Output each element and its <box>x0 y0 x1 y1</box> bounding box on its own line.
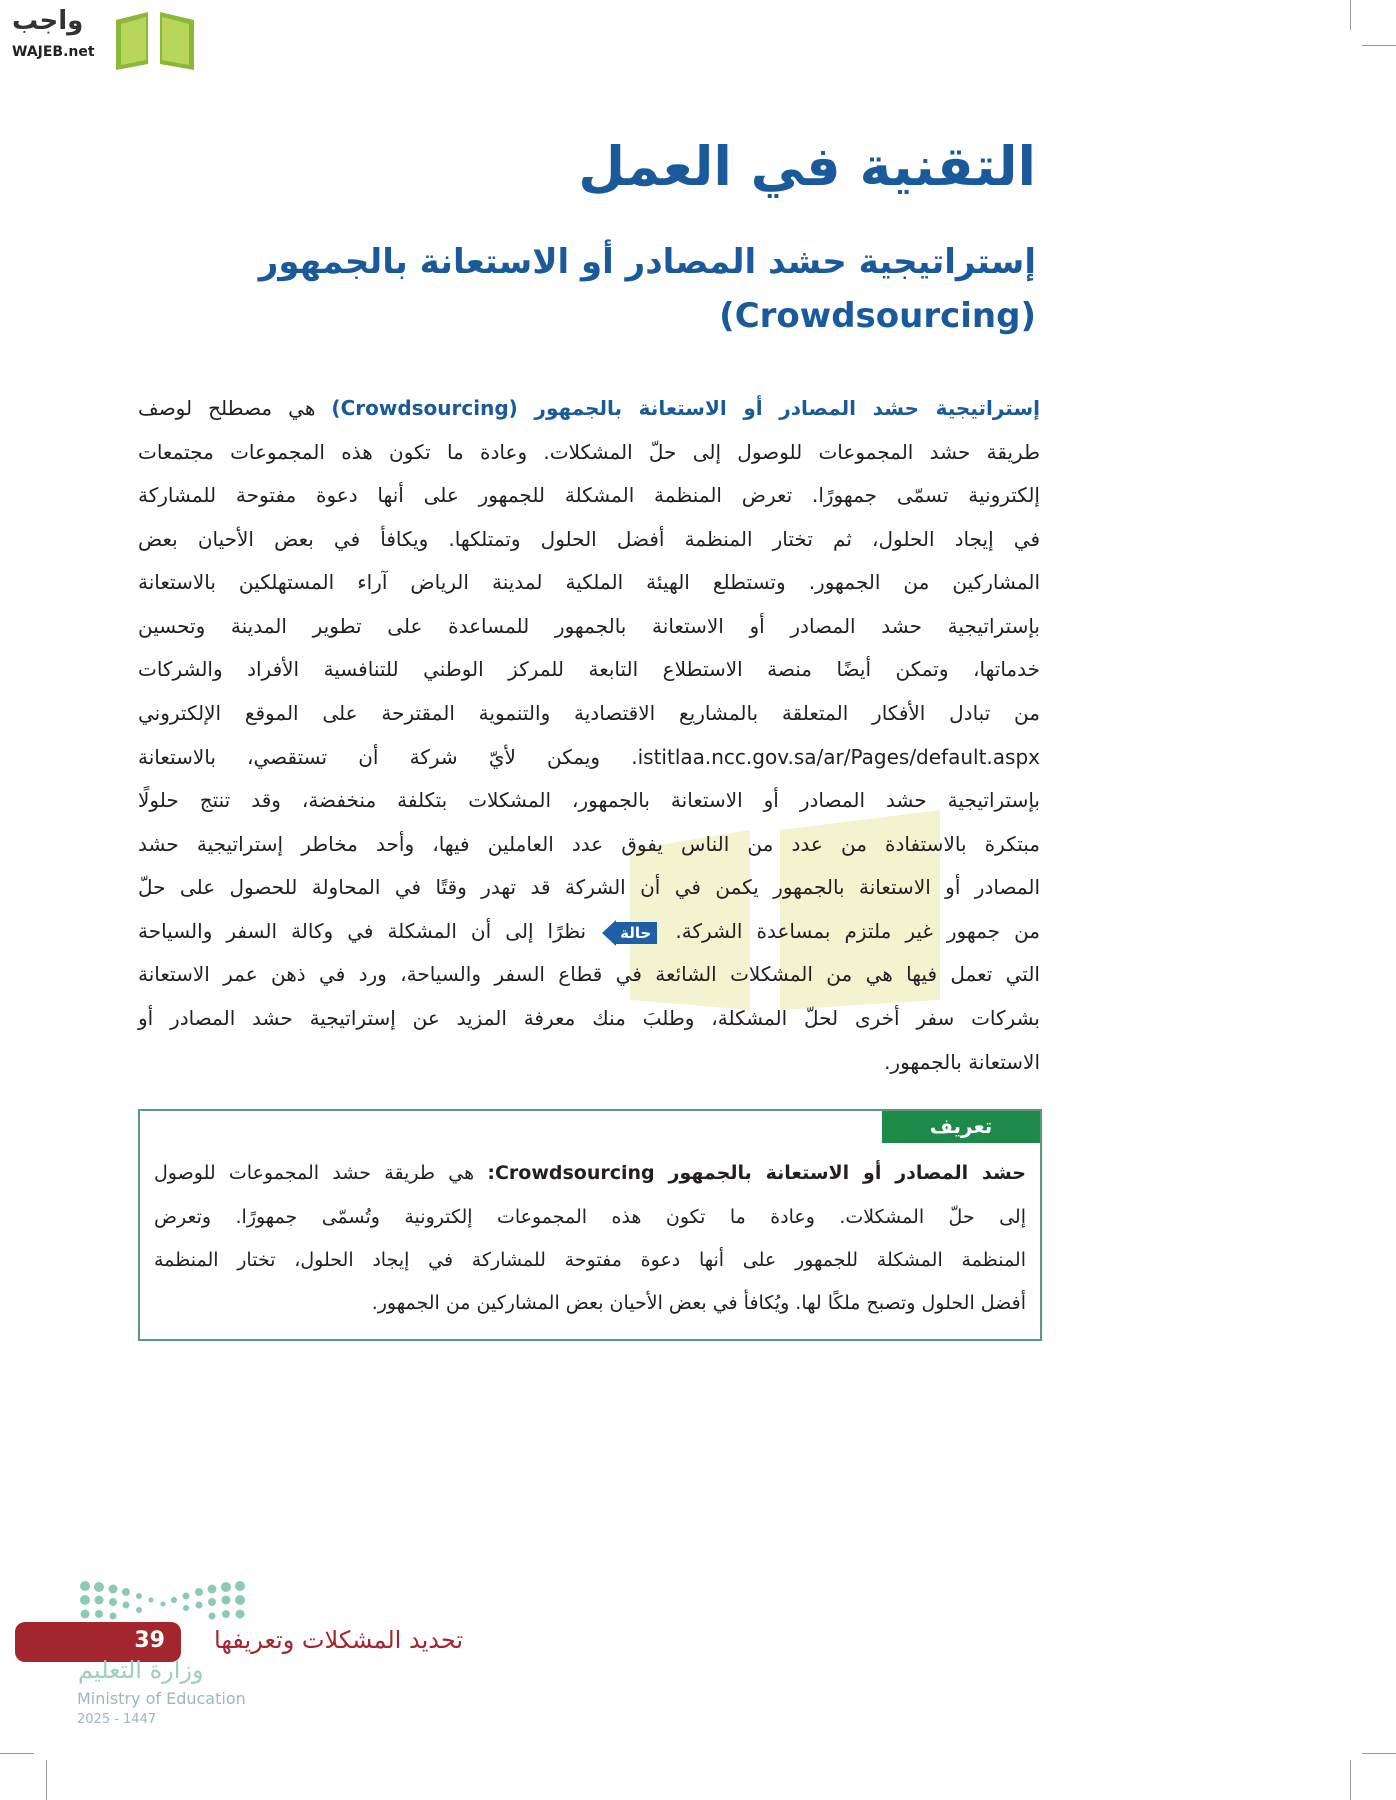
crop-mark <box>1350 1760 1351 1800</box>
paragraph-line: بإستراتيجية حشد المصادر أو الاستعانة بالجمهور، المشكلات بتكلفة منخفضة، وقد تنتج حلولًا <box>138 788 1040 812</box>
paragraph-line: مبتكرة بالاستفادة من عدد من الناس يفوق عدد العاملين فيها، وأحد مخاطر إستراتيجية حشد <box>138 832 1040 856</box>
paragraph-line: بشركات سفر أخرى لحلّ المشكلة، وطلبَ منك معرفة المزيد عن إستراتيجية حشد المصادر أو <box>138 1006 1040 1030</box>
definition-tab: تعريف <box>882 1111 1040 1143</box>
crop-mark <box>1362 1753 1396 1754</box>
ministry-logo-dots <box>75 1578 250 1628</box>
crop-mark <box>0 1753 34 1754</box>
paragraph-line: في إيجاد الحلول، ثم تختار المنظمة أفضل الحلول وتمتلكها. ويكافأ في بعض الأحيان بعض <box>138 527 1040 551</box>
edition-year: 2025 - 1447 <box>77 1712 157 1727</box>
paragraph-line: بإستراتيجية حشد المصادر أو الاستعانة بالجمهور للمساعدة على تطوير المدينة وتحسين <box>138 614 1040 638</box>
chapter-title: تحديد المشكلات وتعريفها <box>214 1626 464 1654</box>
paragraph-line: المصادر أو الاستعانة بالجمهور يكمن في أن الشركة قد تهدر وقتًا في المحاولة للحصول على حلّ <box>138 875 1040 899</box>
paragraph-line: من تبادل الأفكار المتعلقة بالمشاريع الاقتصادية والتنموية المقترحة على الموقع الإلكتروني <box>138 701 1040 725</box>
paragraph-line: المشاركين من الجمهور. وتستطلع الهيئة الملكية لمدينة الرياض آراء المستهلكين بالاستعانة <box>138 570 1040 594</box>
term-highlight: إستراتيجية حشد المصادر أو الاستعانة بالجمهور (Crowdsourcing) <box>331 396 1040 420</box>
definition-line: المنظمة المشكلة للجمهور على أنها دعوة مفتوحة للمشاركة في إيجاد الحلول، تختار المنظمة <box>154 1249 1026 1271</box>
definition-line: أفضل الحلول وتصبح ملكًا لها. ويُكافأ في بعض الأحيان بعض المشاركين من الجمهور. <box>371 1292 1026 1314</box>
subtitle: إستراتيجية حشد المصادر أو الاستعانة بالجمهور <box>258 242 1036 282</box>
definition-term: حشد المصادر أو الاستعانة بالجمهور Crowdsourcing: <box>487 1162 1026 1184</box>
definition-line: حشد المصادر أو الاستعانة بالجمهور Crowdsourcing: هي طريقة حشد المجموعات للوصول <box>154 1162 1026 1184</box>
page-title: التقنية في العمل <box>578 135 1036 198</box>
page-number: 39 <box>134 1628 165 1653</box>
paragraph-line: istitlaa.ncc.gov.sa/ar/Pages/default.aspx. ويمكن لأيّ شركة أن تستقصي، بالاستعانة <box>138 745 1040 769</box>
crop-mark <box>1362 45 1396 46</box>
paragraph-line: من جمهور غير ملتزم بمساعدة الشركة. حالة نظرًا إلى أن المشكلة في وكالة السفر والسياحة <box>138 919 1041 943</box>
crop-mark <box>1350 0 1351 30</box>
paragraph-line: إلكترونية تسمّى جمهورًا. تعرض المنظمة المشكلة للجمهور على أنها دعوة مفتوحة للمشاركة <box>138 483 1040 507</box>
case-badge: حالة <box>616 922 657 944</box>
definition-line: إلى حلّ المشكلات. وعادة ما تكون هذه المجموعات إلكترونية وتُسمّى جمهورًا. وتعرض <box>154 1206 1026 1228</box>
wajeb-logo: واجب WAJEB.net <box>8 4 190 68</box>
paragraph-line: طريقة حشد المجموعات للوصول إلى حلّ المشكلات. وعادة ما تكون هذه المجموعات مجتمعات <box>138 440 1040 464</box>
paragraph-line: التي تعمل فيها هي من المشكلات الشائعة في قطاع السفر والسياحة، ورد في ذهن عمر الاستعانة <box>138 962 1040 986</box>
ministry-arabic: وزارة التعليم <box>78 1656 204 1684</box>
paragraph-line: خدماتها، وتمكن أيضًا منصة الاستطلاع التابعة للمركز الوطني للتنافسية الأفراد والشركات <box>138 657 1040 681</box>
definition-box <box>138 1109 1042 1341</box>
ministry-english: Ministry of Education <box>77 1689 246 1708</box>
paragraph-line: الاستعانة بالجمهور. <box>884 1050 1040 1074</box>
paragraph-line: إستراتيجية حشد المصادر أو الاستعانة بالجمهور (Crowdsourcing) هي مصطلح لوصف <box>138 396 1040 420</box>
subtitle-english: (Crowdsourcing) <box>719 296 1036 336</box>
crop-mark <box>46 1760 47 1800</box>
